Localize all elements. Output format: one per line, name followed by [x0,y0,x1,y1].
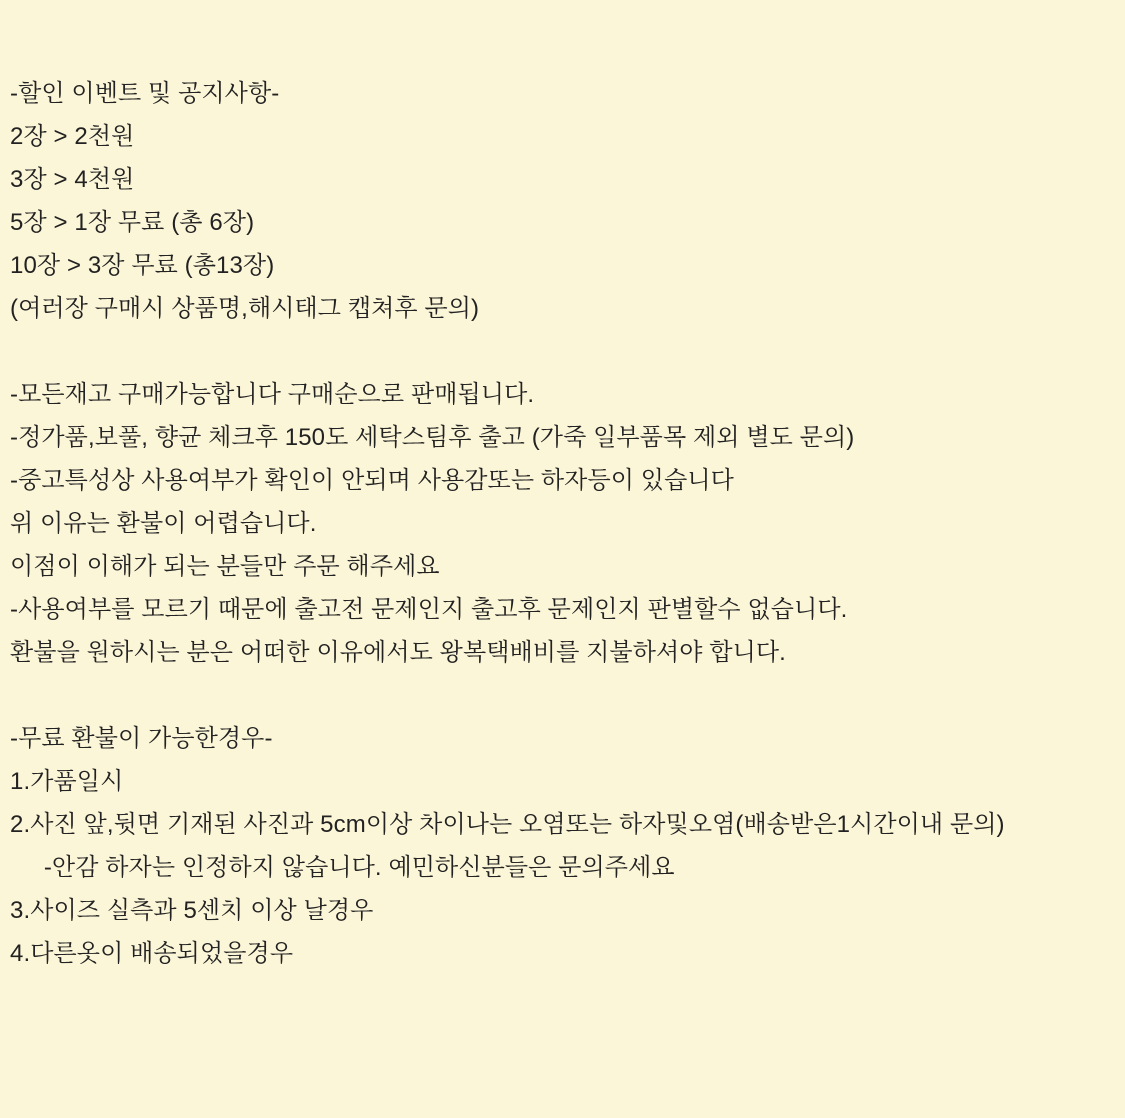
notice-line: 2장 > 2천원 [10,123,135,150]
stock-and-condition-notice-section [10,373,1125,674]
notice-line: -사용여부를 모르기 때문에 출고전 문제인지 출고후 문제인지 판별할수 없습니다. [10,596,848,623]
section-divider [10,674,1125,717]
notice-sub-line: -안감 하자는 인정하지 않습니다. 예민하신분들은 문의주세요 [10,854,675,881]
free-refund-cases-section [10,717,1125,975]
notice-line: (여러장 구매시 상품명,해시태그 캡쳐후 문의) [10,295,480,322]
notice-line: 3.사이즈 실측과 5센치 이상 날경우 [10,897,374,924]
notice-line: -중고특성상 사용여부가 확인이 안되며 사용감또는 하자등이 있습니다 [10,467,734,494]
notice-line: 2.사진 앞,뒷면 기재된 사진과 5cm이상 차이나는 오염또는 하자및오염(배송받은1시간이내 문의) [10,811,1005,838]
notice-line: -정가품,보풀, 향균 체크후 150도 세탁스팀후 출고 (가죽 일부품목 제외 별도 문의) [10,424,855,451]
notice-line: 환불을 원하시는 분은 어떠한 이유에서도 왕복택배비를 지불하셔야 합니다. [10,639,786,666]
notice-line: 5장 > 1장 무료 (총 6장) [10,209,255,236]
notice-line: -모든재고 구매가능합니다 구매순으로 판매됩니다. [10,381,535,408]
section-divider [10,330,1125,373]
notice-line: -할인 이벤트 및 공지사항- [10,80,280,107]
notice-line: 10장 > 3장 무료 (총13장) [10,252,275,279]
notice-line: -무료 환불이 가능한경우- [10,725,273,752]
notice-line: 4.다른옷이 배송되었을경우 [10,940,294,967]
notice-line: 이점이 이해가 되는 분들만 주문 해주세요 [10,553,440,580]
notice-line: 1.가품일시 [10,768,124,795]
discount-notice-section [10,72,1125,330]
notice-line: 위 이유는 환불이 어렵습니다. [10,510,317,537]
notice-line: 3장 > 4천원 [10,166,135,193]
